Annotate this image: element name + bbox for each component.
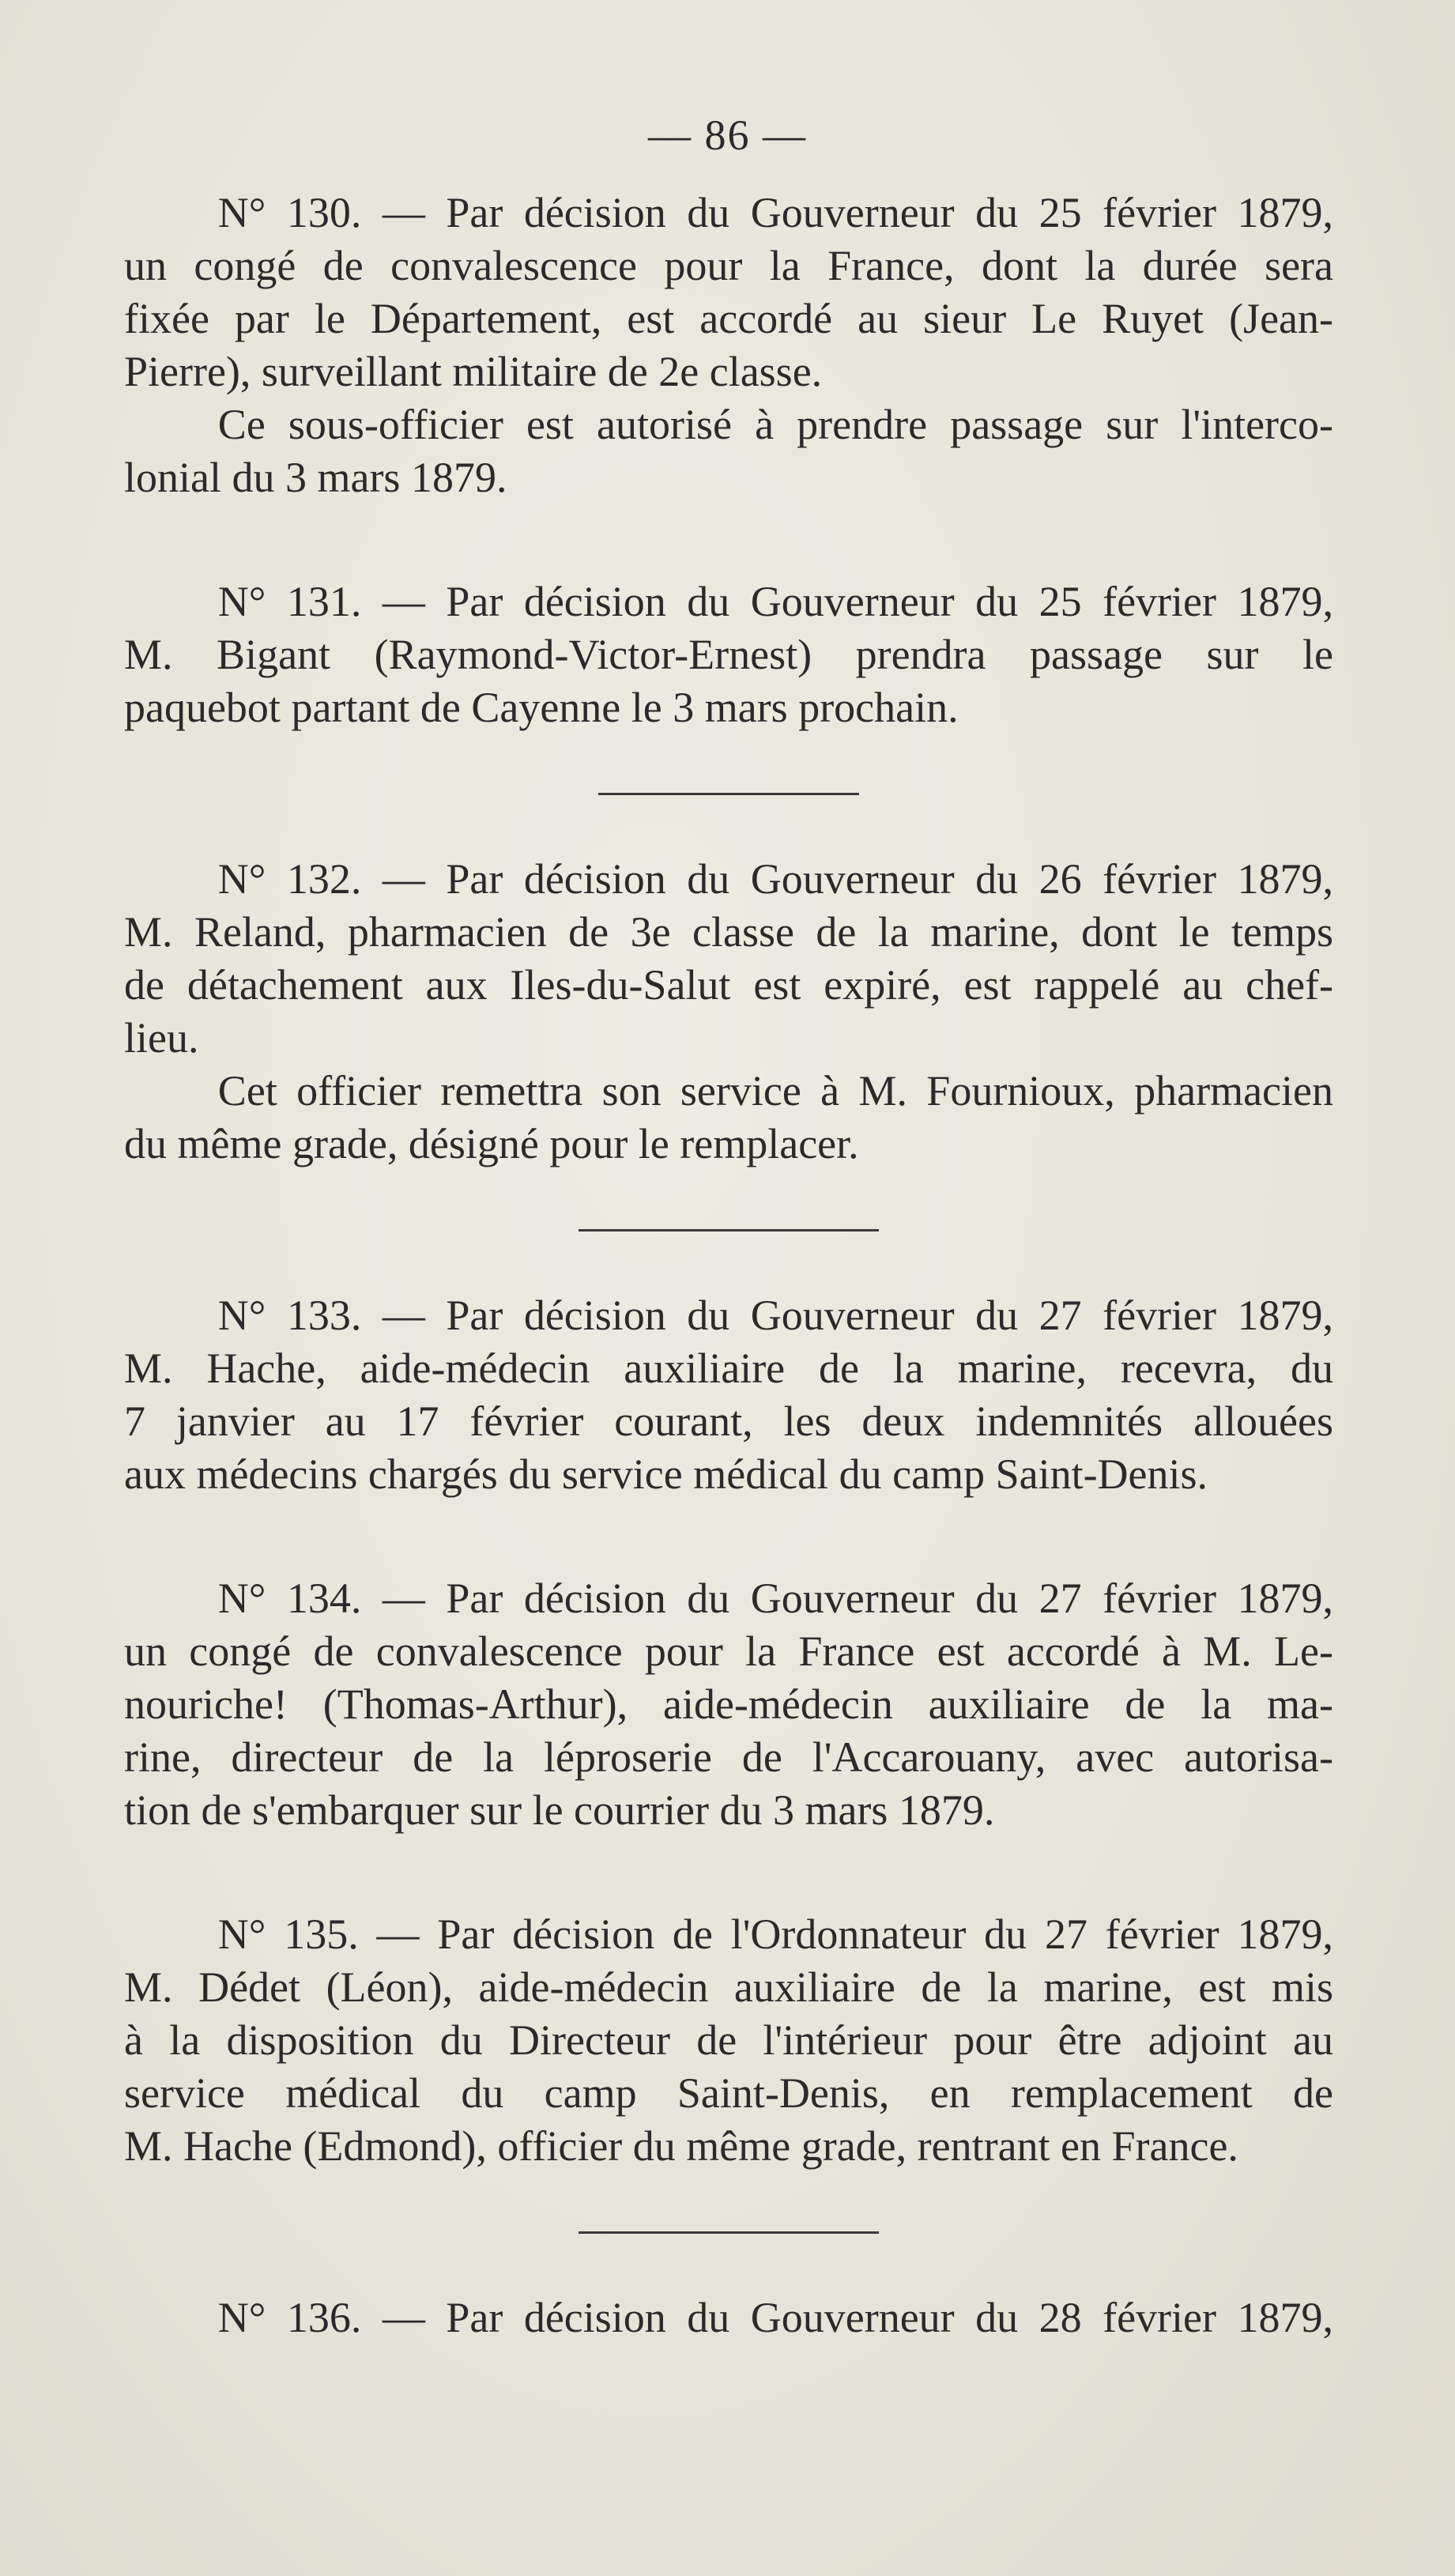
text-line: N° 130. — Par décision du Gouverneur du 25 février 1879, bbox=[217, 189, 1333, 236]
text-line: M. Dédet (Léon), aide-médecin auxiliaire de la marine, est mis bbox=[124, 1963, 1333, 2011]
text-line: M. Reland, pharmacien de 3e classe de la marine, dont le temps bbox=[124, 908, 1333, 956]
text-line: lieu. bbox=[124, 1014, 199, 1062]
text-line: aux médecins chargés du service médical du camp Saint-Denis. bbox=[124, 1450, 1208, 1498]
entry-130 bbox=[124, 187, 1333, 504]
text-line: paquebot partant de Cayenne le 3 mars prochain. bbox=[124, 684, 959, 731]
text-line: fixée par le Département, est accordé au sieur Le Ruyet (Jean- bbox=[124, 295, 1333, 342]
text-line: 7 janvier au 17 février courant, les deux indemnités allouées bbox=[124, 1397, 1333, 1445]
text-line: un congé de convalescence pour la France, dont la durée sera bbox=[124, 242, 1333, 289]
text-line: service médical du camp Saint-Denis, en remplacement de bbox=[124, 2069, 1333, 2117]
text-line: N° 134. — Par décision du Gouverneur du 27 février 1879, bbox=[217, 1575, 1333, 1622]
page-content bbox=[124, 187, 1333, 2344]
entry-131 bbox=[124, 575, 1333, 734]
text-line: Cet officier remettra son service à M. Fournioux, pharmacien bbox=[217, 1067, 1333, 1115]
entry-133 bbox=[124, 1289, 1333, 1501]
text-line: nouriche! (Thomas-Arthur), aide-médecin auxiliaire de la ma- bbox=[124, 1680, 1333, 1728]
text-line: Pierre), surveillant militaire de 2e classe. bbox=[124, 348, 823, 395]
page-number: — 86 — bbox=[648, 111, 807, 159]
text-line: rine, directeur de la léproserie de l'Accarouany, avec autorisa- bbox=[124, 1733, 1333, 1781]
text-line: du même grade, désigné pour le remplacer. bbox=[124, 1120, 859, 1167]
text-line: un congé de convalescence pour la France est accordé à M. Le- bbox=[124, 1627, 1333, 1675]
text-line: M. Hache, aide-médecin auxiliaire de la marine, recevra, du bbox=[124, 1345, 1333, 1392]
text-line: N° 131. — Par décision du Gouverneur du 25 février 1879, bbox=[217, 578, 1333, 625]
text-line: Ce sous-officier est autorisé à prendre passage sur l'interco- bbox=[217, 401, 1333, 448]
text-line: à la disposition du Directeur de l'intérieur pour être adjoint au bbox=[124, 2016, 1333, 2064]
entry-132 bbox=[124, 853, 1333, 1171]
text-line: N° 133. — Par décision du Gouverneur du 27 février 1879, bbox=[217, 1292, 1333, 1339]
section-divider bbox=[579, 2231, 879, 2234]
entry-136 bbox=[124, 2291, 1333, 2344]
text-line: N° 136. — Par décision du Gouverneur du 28 février 1879, bbox=[217, 2294, 1333, 2341]
text-line: de détachement aux Iles-du-Salut est expiré, est rappelé au chef- bbox=[124, 961, 1333, 1009]
entry-135 bbox=[124, 1908, 1333, 2173]
entry-134 bbox=[124, 1572, 1333, 1837]
text-line: N° 132. — Par décision du Gouverneur du 26 février 1879, bbox=[217, 855, 1333, 903]
text-line: M. Hache (Edmond), officier du même grade, rentrant en France. bbox=[124, 2122, 1238, 2170]
text-line: lonial du 3 mars 1879. bbox=[124, 454, 507, 501]
section-divider bbox=[579, 1229, 879, 1231]
text-line: M. Bigant (Raymond-Victor-Ernest) prendra passage sur le bbox=[124, 631, 1333, 678]
text-line: N° 135. — Par décision de l'Ordonnateur du 27 février 1879, bbox=[217, 1910, 1333, 1958]
section-divider bbox=[598, 793, 859, 795]
text-line: tion de s'embarquer sur le courrier du 3 mars 1879. bbox=[124, 1786, 995, 1834]
